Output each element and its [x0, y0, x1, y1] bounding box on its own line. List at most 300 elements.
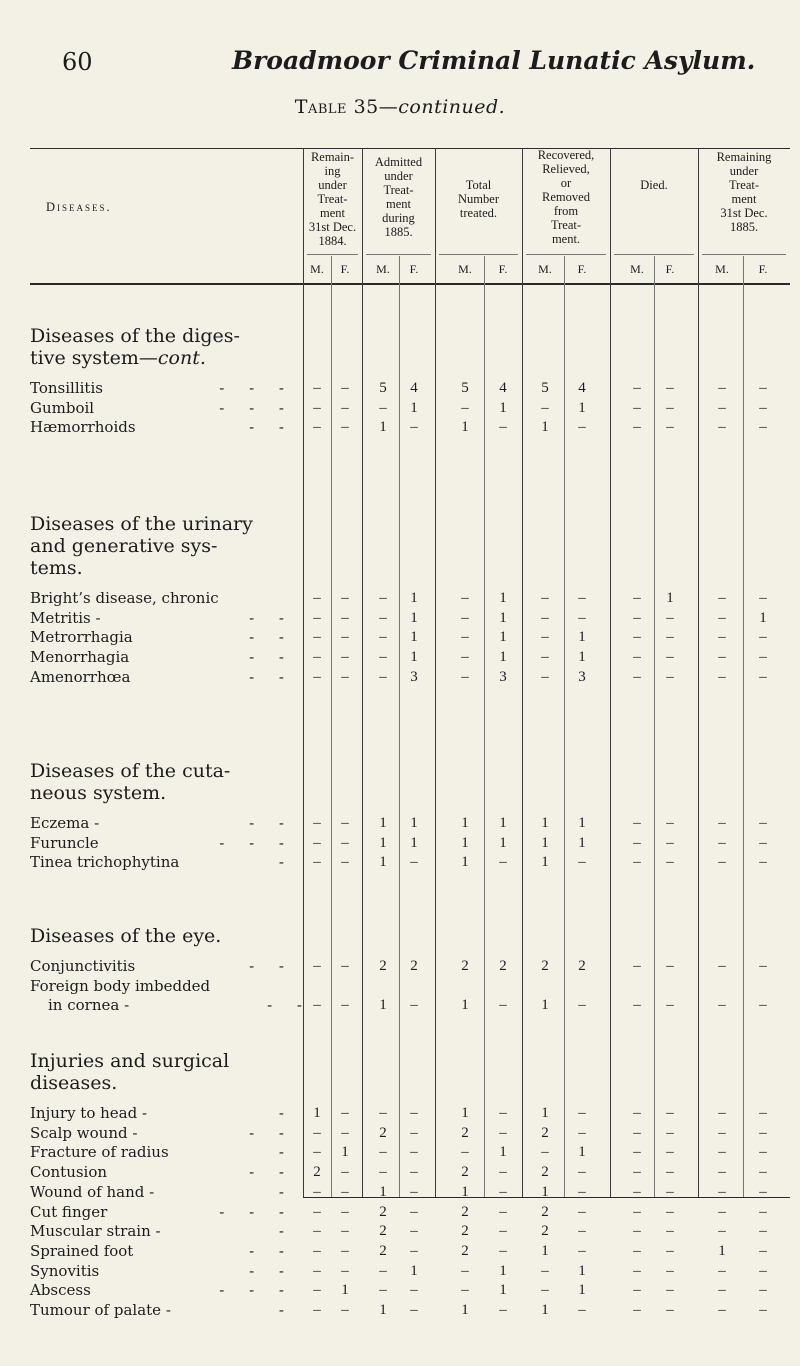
table-cell: –	[341, 629, 349, 646]
table-cell: –	[718, 590, 726, 606]
table-cell: –	[410, 1282, 418, 1299]
table-cell: –	[666, 419, 674, 436]
row-label	[30, 1143, 300, 1161]
table-cell: –	[633, 629, 641, 646]
table-cell: 1	[541, 1105, 549, 1121]
table-cell: –	[541, 609, 549, 626]
table-cell: –	[718, 1164, 726, 1181]
table-cell: 2	[379, 1124, 387, 1141]
table-top-rule	[30, 148, 790, 149]
table-cell: –	[633, 1105, 641, 1121]
column-group-header: Recovered, Relieved, or Removed from Treat- ment.	[537, 148, 595, 246]
table-cell: –	[718, 1105, 726, 1121]
table-cell: –	[759, 834, 767, 851]
group-underline	[439, 254, 518, 255]
table-cell: –	[666, 649, 674, 666]
table-cell: 1	[499, 649, 507, 666]
table-cell: 2	[461, 1124, 469, 1141]
table-cell: –	[633, 1203, 641, 1220]
table-cell: –	[313, 997, 321, 1014]
table-cell: 1	[410, 629, 418, 646]
table-cell: –	[341, 590, 349, 606]
row-label	[30, 1163, 300, 1181]
table-cell: –	[633, 399, 641, 416]
table-cell: 1	[379, 1302, 387, 1318]
table-cell: –	[341, 1203, 349, 1220]
table-cell: –	[313, 668, 321, 685]
table-cell: –	[633, 1164, 641, 1181]
table-cell: –	[633, 1282, 641, 1299]
table-cell: –	[313, 399, 321, 416]
table-cell: –	[541, 629, 549, 646]
sex-label: F.	[498, 262, 508, 276]
column-divider	[435, 148, 436, 1197]
sex-label: M.	[538, 262, 552, 276]
table-cell: 1	[578, 649, 586, 666]
row-label	[30, 609, 300, 627]
table-cell: –	[341, 668, 349, 685]
table-cell: 1	[461, 419, 469, 436]
table-cell: –	[633, 958, 641, 974]
table-cell: 2	[461, 1164, 469, 1181]
group-underline	[702, 254, 786, 255]
row-label-text: Synovitis	[30, 1261, 100, 1280]
table-cell: –	[379, 399, 387, 416]
table-cell: –	[313, 958, 321, 974]
table-cell: 1	[541, 834, 549, 851]
table-cell: –	[410, 419, 418, 436]
table-cell: –	[341, 609, 349, 626]
table-cell: –	[578, 609, 586, 626]
table-cell: 3	[578, 668, 586, 685]
table-cell: 1	[461, 815, 469, 831]
table-cell: –	[633, 1183, 641, 1200]
row-label	[30, 379, 300, 397]
column-group-header: Died.	[640, 178, 668, 192]
table-cell: –	[313, 590, 321, 606]
row-label-leader: -	[278, 1143, 294, 1162]
table-cell: –	[499, 1203, 507, 1220]
row-label-text: Fracture of radius	[30, 1143, 169, 1162]
table-cell: –	[379, 1164, 387, 1181]
table-cell: –	[499, 1124, 507, 1141]
table-cell: –	[341, 649, 349, 666]
diseases-column-header: Diseases.	[46, 200, 112, 214]
table-cell: –	[461, 649, 469, 666]
table-cell: –	[718, 1302, 726, 1318]
table-cell: –	[759, 854, 767, 871]
table-cell: –	[633, 1223, 641, 1240]
row-label-text: Amenorrhœa	[30, 667, 131, 686]
table-cell: –	[578, 1105, 586, 1121]
table-cell: –	[759, 380, 767, 396]
table-cell: 1	[499, 834, 507, 851]
table-cell: –	[313, 1183, 321, 1200]
row-label-text: Tumour of palate -	[30, 1301, 171, 1319]
table-cell: –	[666, 668, 674, 685]
table-cell: –	[759, 419, 767, 436]
row-label	[30, 589, 300, 607]
table-cell: 1	[341, 1144, 349, 1161]
table-cell: –	[379, 629, 387, 646]
table-cell: 1	[578, 1144, 586, 1161]
table-cell: –	[759, 649, 767, 666]
table-cell: 1	[499, 1144, 507, 1161]
table-cell: 1	[379, 1183, 387, 1200]
table-cell: –	[410, 1183, 418, 1200]
table-cell: 1	[578, 629, 586, 646]
table-cell: –	[633, 649, 641, 666]
table-cell: –	[313, 1124, 321, 1141]
table-cell: –	[759, 1302, 767, 1318]
table-cell: –	[313, 649, 321, 666]
section-heading	[30, 325, 310, 369]
row-label-leader: - -	[249, 1163, 294, 1182]
table-cell: –	[341, 1223, 349, 1240]
table-cell: –	[718, 997, 726, 1014]
table-cell: –	[313, 1302, 321, 1318]
table-cell: –	[759, 1105, 767, 1121]
table-cell: –	[313, 1223, 321, 1240]
column-divider	[522, 148, 523, 1197]
table-cell: 1	[499, 590, 507, 606]
table-cell: –	[633, 815, 641, 831]
table-cell: 1	[541, 997, 549, 1014]
table-cell: 2	[541, 1164, 549, 1181]
table-cell: –	[578, 1203, 586, 1220]
row-label-leader: -	[278, 1222, 294, 1241]
row-label-text: Menorrhagia	[30, 648, 130, 667]
table-cell: –	[313, 1282, 321, 1299]
table-cell: 2	[379, 958, 387, 974]
table-cell: –	[313, 1144, 321, 1161]
table-cell: 1	[499, 629, 507, 646]
table-cell: –	[341, 1302, 349, 1318]
table-cell: 2	[461, 1223, 469, 1240]
row-label-leader: - -	[249, 1241, 294, 1260]
row-label-text: Contusion	[30, 1163, 108, 1182]
table-cell: –	[461, 1262, 469, 1279]
row-label-leader: - -	[249, 957, 294, 975]
sex-divider	[331, 256, 332, 1197]
table-cell: –	[313, 419, 321, 436]
table-cell: –	[461, 609, 469, 626]
table-cell: –	[313, 834, 321, 851]
table-cell: 1	[541, 419, 549, 436]
table-cell: –	[461, 590, 469, 606]
table-cell: –	[718, 958, 726, 974]
table-cell: –	[759, 997, 767, 1014]
header-bottom-rule	[30, 283, 790, 285]
row-label-leader: - - -	[219, 1281, 294, 1300]
table-cell: –	[541, 1144, 549, 1161]
column-group-header: Remain- ing under Treat- ment 31st Dec. 1884.	[308, 150, 357, 248]
table-cell: –	[341, 1124, 349, 1141]
table-cell: 2	[410, 958, 418, 974]
table-cell: 1	[461, 1183, 469, 1200]
table-cell: 1	[499, 1282, 507, 1299]
sex-label: F.	[340, 262, 350, 276]
row-label-text: Injury to head -	[30, 1104, 148, 1122]
sex-label: F.	[577, 262, 587, 276]
table-cell: 1	[541, 854, 549, 871]
table-cell: –	[499, 1242, 507, 1259]
table-cell: –	[759, 1262, 767, 1279]
table-cell: –	[499, 1223, 507, 1240]
row-label	[48, 996, 318, 1014]
table-cell: –	[718, 1144, 726, 1161]
table-title	[0, 96, 800, 118]
table-cell: 1	[578, 399, 586, 416]
table-cell: –	[379, 609, 387, 626]
table-cell: –	[341, 1262, 349, 1279]
table-cell: –	[578, 1223, 586, 1240]
row-label-text: Bright’s disease, chronic	[30, 589, 219, 607]
table-cell: –	[666, 1164, 674, 1181]
table-cell: –	[461, 1282, 469, 1299]
table-cell: 2	[313, 1164, 321, 1181]
table-cell: 1	[410, 834, 418, 851]
row-label	[30, 1262, 300, 1280]
row-label-leader: - -	[249, 608, 294, 627]
table-cell: 3	[410, 668, 418, 685]
table-cell: –	[759, 1144, 767, 1161]
table-cell: 1	[461, 1302, 469, 1318]
table-cell: –	[666, 815, 674, 831]
table-cell: –	[633, 834, 641, 851]
row-label-text: Furuncle	[30, 833, 99, 852]
table-cell: –	[666, 1183, 674, 1200]
table-cell: –	[759, 1282, 767, 1299]
group-underline	[366, 254, 431, 255]
row-label-text: Muscular strain -	[30, 1222, 161, 1241]
table-cell: –	[666, 1223, 674, 1240]
table-cell: 3	[499, 668, 507, 685]
table-cell: 2	[461, 958, 469, 974]
row-label-leader: - - -	[219, 833, 294, 852]
table-cell: –	[718, 419, 726, 436]
table-cell: 1	[410, 649, 418, 666]
table-cell: –	[341, 1164, 349, 1181]
table-cell: 1	[410, 1262, 418, 1279]
table-cell: –	[410, 1203, 418, 1220]
table-cell: 1	[379, 997, 387, 1014]
section-heading-cont: cont.	[157, 347, 206, 369]
table-cell: –	[666, 1302, 674, 1318]
table-cell: –	[633, 854, 641, 871]
table-cell: 2	[379, 1223, 387, 1240]
table-cell: 1	[499, 399, 507, 416]
row-label	[30, 1104, 300, 1122]
table-cell: –	[379, 649, 387, 666]
table-cell: –	[633, 1144, 641, 1161]
row-label-leader: - -	[249, 628, 294, 647]
table-cell: –	[341, 1105, 349, 1121]
row-label-text: Scalp wound -	[30, 1123, 138, 1142]
table-cell: –	[718, 1203, 726, 1220]
table-cell: –	[410, 1223, 418, 1240]
table-cell: 1	[578, 1282, 586, 1299]
row-label-text: Tonsillitis	[30, 379, 103, 397]
table-cell: –	[541, 399, 549, 416]
table-cell: –	[718, 1223, 726, 1240]
column-divider	[362, 148, 363, 1197]
sex-label: M.	[376, 262, 390, 276]
table-cell: –	[759, 629, 767, 646]
table-cell: 1	[666, 590, 674, 606]
table-cell: –	[759, 1183, 767, 1200]
table-cell: –	[341, 419, 349, 436]
table-cell: –	[718, 854, 726, 871]
row-label	[30, 1203, 300, 1221]
table-cell: –	[313, 854, 321, 871]
table-cell: –	[379, 1262, 387, 1279]
row-label-text: Wound of hand -	[30, 1182, 155, 1201]
table-cell: –	[578, 997, 586, 1014]
table-cell: 4	[578, 380, 586, 396]
row-label-text: Hæmorrhoids	[30, 418, 136, 437]
table-cell: –	[666, 854, 674, 871]
table-cell: –	[541, 668, 549, 685]
group-underline	[614, 254, 694, 255]
column-group-header: Admitted under Treat- ment during 1885.	[374, 155, 423, 239]
section-heading	[30, 925, 310, 947]
table-cell: –	[541, 1282, 549, 1299]
table-cell: 1	[410, 609, 418, 626]
table-cell: –	[759, 815, 767, 831]
table-cell: –	[633, 1124, 641, 1141]
row-label-text: Foreign body imbedded	[30, 976, 211, 995]
table-cell: –	[499, 1302, 507, 1318]
table-cell: 1	[461, 997, 469, 1014]
table-cell: –	[578, 1242, 586, 1259]
table-cell: –	[666, 609, 674, 626]
table-cell: 1	[313, 1105, 321, 1121]
table-cell: –	[541, 1262, 549, 1279]
section-heading-text: Diseases of the urinary and generative sys- tems.	[30, 513, 253, 579]
table-cell: –	[499, 419, 507, 436]
table-cell: –	[633, 1302, 641, 1318]
row-label	[30, 418, 300, 436]
table-cell: –	[410, 997, 418, 1014]
sex-label: M.	[715, 262, 729, 276]
table-cell: –	[666, 834, 674, 851]
table-cell: –	[718, 1282, 726, 1299]
running-head: Broadmoor Criminal Lunatic Asylum.	[232, 46, 756, 75]
row-label	[30, 1242, 300, 1260]
section-heading	[30, 1050, 310, 1094]
table-cell: 2	[461, 1242, 469, 1259]
table-cell: 1	[541, 1242, 549, 1259]
table-cell: –	[759, 1223, 767, 1240]
table-cell: –	[461, 668, 469, 685]
row-label-text: Sprained foot	[30, 1241, 134, 1260]
row-label	[30, 628, 300, 646]
table-cell: –	[499, 1183, 507, 1200]
table-cell: –	[578, 590, 586, 606]
section-heading	[30, 760, 310, 804]
table-cell: 1	[499, 609, 507, 626]
table-cell: 2	[379, 1203, 387, 1220]
table-cell: –	[718, 668, 726, 685]
table-cell: –	[541, 649, 549, 666]
table-cell: –	[341, 834, 349, 851]
table-cell: –	[410, 854, 418, 871]
table-cell: –	[379, 1105, 387, 1121]
table-cell: –	[666, 958, 674, 974]
table-cell: –	[379, 590, 387, 606]
row-label	[30, 814, 300, 832]
sex-divider	[743, 256, 744, 1197]
table-cell: 1	[541, 1302, 549, 1318]
row-label-text: Gumboil	[30, 398, 95, 417]
table-cell: 2	[461, 1203, 469, 1220]
table-cell: –	[666, 380, 674, 396]
table-cell: –	[578, 1124, 586, 1141]
table-cell: –	[313, 815, 321, 831]
table-cell: 5	[379, 380, 387, 396]
table-cell: –	[313, 1262, 321, 1279]
row-label-text: Metritis -	[30, 608, 101, 627]
row-label-leader: - - -	[219, 379, 294, 397]
row-label-leader: - -	[267, 996, 312, 1015]
table-cell: –	[499, 1105, 507, 1121]
table-cell: –	[633, 609, 641, 626]
table-cell: –	[499, 1164, 507, 1181]
table-cell: 2	[379, 1242, 387, 1259]
row-label-leader: - -	[249, 814, 294, 832]
table-cell: 1	[379, 815, 387, 831]
table-cell: –	[759, 1124, 767, 1141]
table-cell: –	[313, 629, 321, 646]
table-cell: –	[666, 1262, 674, 1279]
table-cell: –	[461, 1144, 469, 1161]
table-cell: –	[578, 854, 586, 871]
table-cell: –	[578, 1164, 586, 1181]
table-cell: 1	[499, 815, 507, 831]
row-label	[30, 957, 300, 975]
table-cell: –	[313, 1242, 321, 1259]
row-label-leader: - -	[249, 1261, 294, 1280]
sex-label: F.	[665, 262, 675, 276]
table-cell: –	[341, 958, 349, 974]
table-cell: 1	[759, 609, 767, 626]
table-cell: 1	[541, 815, 549, 831]
table-cell: –	[461, 399, 469, 416]
table-cell: –	[759, 668, 767, 685]
table-cell: 2	[499, 958, 507, 974]
group-underline	[526, 254, 606, 255]
table-cell: –	[633, 590, 641, 606]
table-cell: –	[666, 1203, 674, 1220]
row-label	[30, 399, 300, 417]
table-cell: 2	[541, 1203, 549, 1220]
table-cell: –	[718, 380, 726, 396]
row-label-text: Conjunctivitis	[30, 957, 136, 975]
row-label	[30, 977, 300, 995]
table-cell: 2	[541, 958, 549, 974]
table-cell: 1	[341, 1282, 349, 1299]
table-cell: –	[410, 1164, 418, 1181]
table-cell: –	[578, 1302, 586, 1318]
table-cell: –	[759, 1203, 767, 1220]
table-cell: –	[379, 1144, 387, 1161]
table-cell: 4	[499, 380, 507, 396]
table-cell: –	[633, 1262, 641, 1279]
column-group-header: Remaining under Treat- ment 31st Dec. 1885.	[716, 150, 772, 234]
table-cell: –	[666, 629, 674, 646]
table-cell: –	[578, 419, 586, 436]
